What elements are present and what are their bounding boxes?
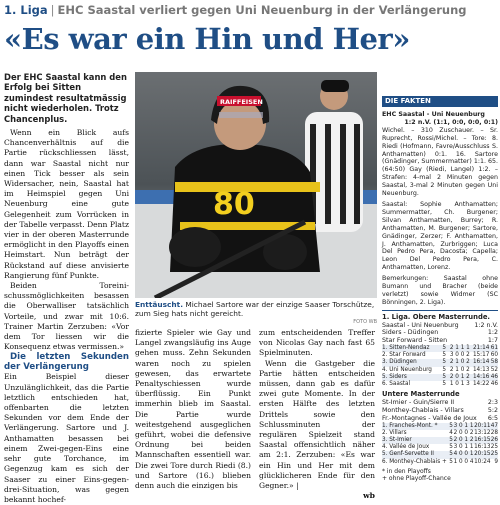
table-cell: 2 0 1 2	[446, 374, 470, 381]
photo-caption	[135, 300, 377, 327]
table-cell: 5	[442, 366, 446, 373]
table-cell: 3 0 0 2	[449, 352, 470, 359]
table-cell: 25	[490, 451, 498, 458]
table-cell: 2 1 1 1	[446, 345, 470, 352]
paragraph: Wenn die Gastgeber die Partie hätten entscheiden müssen, dann gab es dafür zwei gute Momente. In der ersten Hälfte des letzten Drittels sowie den Schlussminuten der regulären Spielzeit stand Saastal offensichtlich näher am 2:1. Zerzuben: «Es war ein Hin und Her mit dem glücklicheren Ende für den Gegner.» |	[259, 358, 375, 491]
table-cell: 28	[490, 429, 498, 436]
divider	[382, 310, 498, 311]
paragraph: Wenn ein Blick aufs Chancenverhältnis auf die Partie rückschliessen lässt, dann war Saastal nicht nur einen Tick besser als sein Widersacher, nein, Saastal hat im Heimspiel gegen Uni Neuenburg eine gute Gelegenheit zum Vorrücken in der Tabelle verpasst. Denn Platz vier in der oberen Masterrunde ermöglicht in den Playoffs einen Heimstart. Nun beträgt der Rückstand auf diese anvisierte Rangierung fünf Punkte.	[4, 128, 129, 280]
headline: «Es war ein Hin und Her»	[4, 22, 410, 56]
table-cell: 20:11	[474, 422, 491, 429]
caption-text: Michael Sartore war der einzige Saaser Torschütze, zum Sieg hats nicht gereicht.	[135, 300, 375, 318]
league-title: Untere Masterrunde	[382, 390, 460, 399]
lead-paragraph: Der EHC Saastal kann den Erfolg bei Sitten zumindest resultatmässig nicht wiederholen. Trotz Chancenplus.	[4, 72, 127, 124]
result-row	[382, 337, 498, 345]
table-cell: 4. Uni Neuenburg	[382, 366, 432, 373]
table-row	[382, 374, 498, 381]
table-cell: 2. Star Forward	[382, 352, 426, 359]
paragraph: Beiden Toreinischussmöglichkeiten besassen die Oberwalliser tatsächlich Vorteile, und zwar mit 10:6. Trainer Martin Zerzuben: «Vor dem Tor liessen wir die Konsequenz etwas vermissen.»	[4, 281, 129, 352]
table-cell: 2 1 0 2	[449, 366, 470, 373]
table-cell: 25	[490, 444, 498, 451]
table-cell: 46	[490, 381, 498, 388]
table-row	[382, 444, 498, 451]
helmet-sponsor: RAIFFEISEN	[220, 98, 263, 106]
table-cell: 5	[442, 381, 446, 388]
table-cell: 1 0 0 4	[453, 458, 474, 465]
table-cell: 5. Genf-Servette II	[382, 451, 449, 458]
caption-bold: Enttäuscht.	[135, 300, 184, 309]
author-sign: wb	[363, 491, 375, 501]
result-score: 5:2	[487, 406, 498, 414]
table-cell: 16:13	[474, 444, 491, 451]
table-row	[382, 451, 498, 458]
footnote: + ohne Playoff-Chance	[382, 475, 451, 483]
result-score: 6:5	[487, 414, 498, 422]
table-row	[382, 381, 498, 388]
table-cell: 14:22	[472, 381, 490, 388]
table-cell: 16:14	[470, 359, 490, 366]
result-row	[382, 415, 498, 423]
table-cell: 5	[442, 359, 446, 366]
table-cell: 14:16	[470, 374, 490, 381]
result-score: 1:2 n.V.	[474, 321, 498, 329]
table-cell: 4. Vallée de Joux	[382, 444, 430, 451]
table-cell: 26	[490, 436, 498, 443]
result-match: Siders - Düdingen	[382, 329, 439, 337]
match-details: Wichel. – 310 Zuschauer. – Sr. Ruprecht, Rossi/Michel. – Tore: 8. Riedi (Hofmann, Favre/Ausschluss S. Anthamatten) 0:1. 16. Sartore (Gnädinger, Summermatter) 1:1. 65. (64:50) Gay (Riedi, Langel) 1:2. – Strafen: 4-mal 2 Minuten gegen Saastal, 3-mal 2 Minuten gegen Uni Neuenburg.	[382, 126, 498, 198]
result-match: Saastal - Uni Neuenburg	[382, 321, 459, 329]
table-row	[382, 423, 498, 430]
result-match: Fr.-Montagnes - Vallée de Joux	[382, 414, 477, 422]
match-title: EHC Saastal - Uni Neuenburg	[382, 111, 485, 118]
table-row	[382, 359, 498, 366]
result-row	[382, 322, 498, 330]
photo-credit: FOTO WB	[353, 319, 377, 325]
table-cell: 5	[449, 444, 453, 451]
result-match: St-Imier - Guin/Sierre II	[382, 399, 455, 407]
kicker-league: 1. Liga	[4, 3, 48, 17]
paragraph: zum entscheidenden Treffer von Nicolas Gay nach fast 65 Spielminuten.	[259, 328, 375, 358]
kicker-separator: |	[50, 3, 55, 17]
footnote: * in den Playoffs	[382, 467, 431, 475]
table-cell: 46	[490, 373, 498, 380]
table-cell: 5	[442, 373, 446, 380]
table-cell: 2 0 0 2	[453, 429, 474, 436]
result-score: 1:2	[487, 329, 498, 337]
article-column-2	[135, 328, 251, 491]
hockey-photo	[135, 72, 377, 298]
table-cell: 13:12	[474, 429, 491, 436]
table-row	[382, 430, 498, 437]
table-cell: 3 0 1 1	[453, 422, 474, 429]
facts-box	[382, 111, 498, 483]
table-cell: 10:24	[474, 458, 491, 465]
table-cell: 2 0 1 2	[453, 436, 474, 443]
table-cell: 16:15	[474, 436, 491, 443]
table-cell: 1 0 1 3	[449, 381, 470, 388]
league-title: 1. Liga. Obere Masterrunde.	[382, 312, 491, 321]
article-column-3	[259, 328, 375, 501]
table-cell: 5. Siders	[382, 374, 442, 381]
table-cell: 60	[490, 352, 498, 359]
table-cell: 20:15	[474, 451, 491, 458]
subheading: Die letzten Sekunden der Verlängerung	[4, 352, 129, 373]
table-cell: 5	[449, 422, 453, 429]
jersey-number: 80	[213, 187, 255, 222]
match-notes: Bemerkungen: Saastal ohne Bumann und Bracher (beide verletzt) sowie Widmer (SC Bönningen, 2. Liga).	[382, 275, 498, 306]
results-list	[382, 322, 498, 345]
table-row	[382, 459, 498, 466]
result-row	[382, 399, 498, 407]
table-cell: 21:14	[470, 345, 490, 352]
match-score: 1:2 n.V. (1:1, 0:0, 0:0, 0:1)	[404, 118, 498, 126]
paragraph: Ein Beispiel dieser Unzulänglichkeit, das die Partie letztlich entschieden hat, offenbarten die letzten Sekunden vor dem Ende der Verlängerung. Sartore und J. Anthamatten besassen bei einem Zwei-gegen-Eins eine sehr gute Torchance, im Gegenzug kam es sich der Saaser zu einer Eins-gegen-drei-Situation, was gegen bekannt hochef-	[4, 372, 129, 504]
table-cell: 6. Monthey-Chablais +	[382, 458, 447, 465]
table-cell: 5	[442, 352, 446, 359]
table-cell: 5	[449, 458, 453, 465]
table-cell: 4 0 0 1	[453, 451, 474, 458]
table-cell: 4	[449, 429, 453, 436]
player-illustration	[135, 72, 377, 298]
table-cell: 3 0 1 1	[453, 444, 474, 451]
table-cell: 6. Saastal	[382, 381, 411, 388]
table-cell: 5	[449, 451, 453, 458]
table-cell: 2 1 0 2	[446, 359, 470, 366]
table-row	[382, 352, 498, 359]
facts-header: DIE FAKTEN	[382, 96, 498, 107]
table-cell: 15:17	[472, 352, 490, 359]
standings-table	[382, 423, 498, 466]
article-column-1	[4, 128, 129, 505]
table-cell: 9	[494, 458, 498, 465]
table-cell: 61	[490, 345, 498, 352]
table-cell: 3. St-Imier	[382, 437, 449, 444]
result-match: Star Forward - Sitten	[382, 337, 448, 345]
lineup-saastal: Saastal: Sophie Anthamatten; Summermatter, Ch. Burgener; Silvan Anthamatten, Burrey; R. Anthamatten, M. Burgener; Sartore, Gnädinger, Zerzer; F. Anthamatten, J. Anthamatten, Zurbriggen; Luca Del Pedro Pera, Dacosta; Capella; Leon Del Pedro Pera, C. Anthamatten, Lorenz.	[382, 200, 498, 272]
result-score: 1:7	[487, 337, 498, 345]
table-cell: 14:13	[472, 366, 490, 373]
table-cell: 47	[490, 422, 498, 429]
result-match: Monthey-Chablais - Villars	[382, 406, 464, 414]
results-list	[382, 399, 498, 422]
result-row	[382, 407, 498, 415]
table-cell: 3. Düdingen	[382, 359, 442, 366]
table-row	[382, 345, 498, 352]
result-score: 2:3	[487, 399, 498, 407]
paragraph: fizierte Spieler wie Gay und Langel zwangsläufig ins Auge gehen muss. Zehn Sekunden waren noch zu spielen gewesen, das erwartete Penaltyschiessen wurde überflüssig. Ein Punkt immerhin blieb im Saastal. Die Partie wurde weitestgehend ausgeglichen geführt, wobei die defensive Ordnung bei beiden Mannschaften essentiell war. Die zwei Tore durch Riedi (8.) und Sartore (16.) blieben denn auch die einzigen bis	[135, 328, 251, 491]
kicker-subtitle: EHC Saastal verliert gegen Uni Neuenburg in der Verlängerung	[57, 3, 467, 17]
table-cell: 58	[490, 359, 498, 366]
result-row	[382, 329, 498, 337]
table-row	[382, 367, 498, 374]
standings-table	[382, 345, 498, 388]
table-cell: 5	[442, 345, 446, 352]
table-cell: 2. Villars	[382, 429, 407, 436]
table-cell: 5	[449, 436, 453, 443]
table-cell: 1. Franches-Mont. *	[382, 423, 449, 430]
table-cell: 52	[490, 366, 498, 373]
table-cell: 1. Sitten-Nendaz	[382, 345, 442, 352]
kicker	[4, 3, 467, 17]
